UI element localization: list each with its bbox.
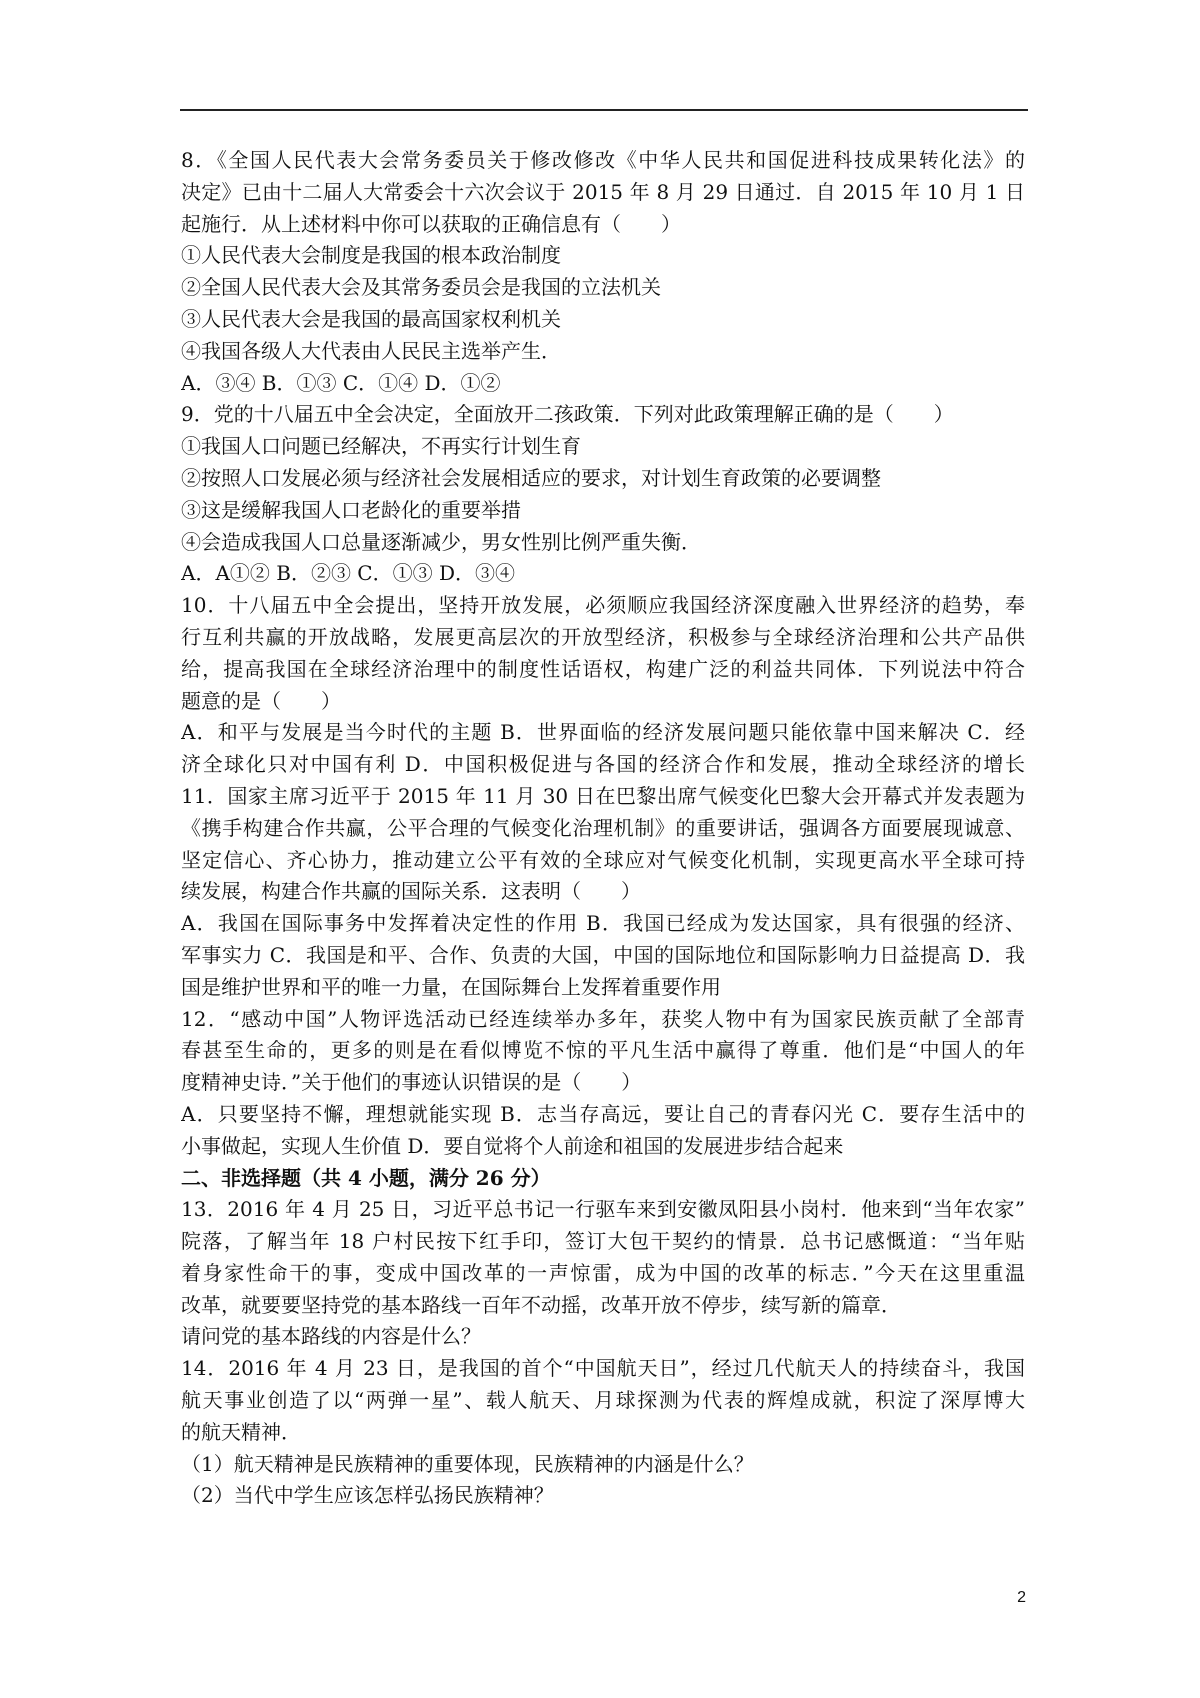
text-line: ①我国人口问题已经解决，不再实行计划生育	[181, 434, 581, 459]
text-line: ③人民代表大会是我国的最高国家权利机关	[181, 306, 561, 331]
text-line: 军事实力 C．我国是和平、合作、负责的大国，中国的国际地位和国际影响力日益提高 D．我	[181, 942, 1025, 967]
text-line: ④会造成我国人口总量逐渐减少，男女性别比例严重失衡．	[181, 529, 701, 554]
text-line: 行互利共赢的开放战略，发展更高层次的开放型经济，积极参与全球经济治理和公共产品供	[181, 624, 1025, 649]
document-body	[181, 145, 1025, 1512]
text-line: A．我国在国际事务中发挥着决定性的作用 B．我国已经成为发达国家，具有很强的经济、	[181, 911, 1025, 936]
text-line: 题意的是（ ）	[181, 688, 341, 713]
text-line: 14．2016 年 4 月 23 日，是我国的首个“中国航天日”，经过几代航天人的持续奋斗，我国	[181, 1356, 1025, 1381]
text-line: A．和平与发展是当今时代的主题 B．世界面临的经济发展问题只能依靠中国来解决 C．经	[181, 720, 1025, 745]
text-line: 着身家性命干的事，变成中国改革的一声惊雷，成为中国的改革的标志．”今天在这里重温	[181, 1260, 1025, 1285]
text-line: 决定》已由十二届人大常委会十六次会议于 2015 年 8 月 29 日通过．自 2015 年 10 月 1 日	[181, 179, 1025, 204]
text-line: A．只要坚持不懈，理想就能实现 B．志当存高远，要让自己的青春闪光 C．要存生活中的	[181, 1101, 1025, 1126]
text-line: 续发展，构建合作共赢的国际关系．这表明（ ）	[181, 879, 641, 904]
text-line: 航天事业创造了以“两弹一星”、载人航天、月球探测为代表的辉煌成就，积淀了深厚博大	[181, 1388, 1025, 1413]
text-line: 院落，了解当年 18 户村民按下红手印，签订大包干契约的情景．总书记感慨道：“当年贴	[181, 1229, 1025, 1254]
text-line: 改革，就要要坚持党的基本路线一百年不动摇，改革开放不停步，续写新的篇章．	[181, 1292, 901, 1317]
section-heading: 二、非选择题（共 4 小题，满分 26 分）	[181, 1165, 551, 1190]
text-line: 13．2016 年 4 月 25 日，习近平总书记一行驱车来到安徽凤阳县小岗村．他来到“当年农家”	[181, 1197, 1025, 1222]
text-line: 起施行．从上述材料中你可以获取的正确信息有（ ）	[181, 211, 681, 236]
text-line: 国是维护世界和平的唯一力量，在国际舞台上发挥着重要作用	[181, 974, 721, 999]
text-line: 《携手构建合作共赢，公平合理的气候变化治理机制》的重要讲话，强调各方面要展现诚意、	[181, 815, 1025, 840]
text-line: 9．党的十八届五中全会决定，全面放开二孩政策．下列对此政策理解正确的是（ ）	[181, 402, 954, 427]
text-line: ①人民代表大会制度是我国的根本政治制度	[181, 243, 561, 268]
text-line: 济全球化只对中国有利 D．中国积极促进与各国的经济合作和发展，推动全球经济的增长	[181, 752, 1025, 777]
text-line: ④我国各级人大代表由人民民主选举产生．	[181, 338, 561, 363]
text-line: A．③④ B．①③ C．①④ D．①②	[181, 370, 501, 395]
text-line: 请问党的基本路线的内容是什么？	[181, 1324, 481, 1349]
text-line: ②按照人口发展必须与经济社会发展相适应的要求，对计划生育政策的必要调整	[181, 465, 881, 490]
text-line: 的航天精神．	[181, 1419, 301, 1444]
text-line: 8．《全国人民代表大会常务委员关于修改修改《中华人民共和国促进科技成果转化法》的	[181, 148, 1025, 172]
text-line: 度精神史诗．”关于他们的事迹认识错误的是（ ）	[181, 1070, 642, 1095]
text-line: 10．十八届五中全会提出，坚持开放发展，必须顺应我国经济深度融入世界经济的趋势，奉	[181, 593, 1025, 618]
text-line: （2）当代中学生应该怎样弘扬民族精神？	[181, 1483, 554, 1508]
text-line: 春甚至生命的，更多的则是在看似博览不惊的平凡生活中赢得了尊重．他们是“中国人的年	[181, 1038, 1025, 1063]
text-line: （1）航天精神是民族精神的重要体现，民族精神的内涵是什么？	[181, 1451, 754, 1476]
text-line: 给，提高我国在全球经济治理中的制度性话语权，构建广泛的利益共同体．下列说法中符合	[181, 656, 1025, 681]
text-line: 小事做起，实现人生价值 D．要自觉将个人前途和祖国的发展进步结合起来	[181, 1133, 844, 1158]
text-line: ③这是缓解我国人口老龄化的重要举措	[181, 497, 521, 522]
text-line: 11．国家主席习近平于 2015 年 11 月 30 日在巴黎出席气候变化巴黎大会开幕式并发表题为	[181, 783, 1025, 808]
header-rule	[180, 109, 1028, 111]
text-line: 坚定信心、齐心协力，推动建立公平有效的全球应对气候变化机制，实现更高水平全球可持	[181, 847, 1025, 872]
text-line: ②全国人民代表大会及其常务委员会是我国的立法机关	[181, 275, 661, 300]
text-line: A．A①② B．②③ C．①③ D．③④	[181, 561, 515, 586]
page-number: 2	[1017, 1589, 1026, 1606]
text-line: 12．“感动中国”人物评选活动已经连续举办多年，获奖人物中有为国家民族贡献了全部青	[181, 1006, 1025, 1031]
